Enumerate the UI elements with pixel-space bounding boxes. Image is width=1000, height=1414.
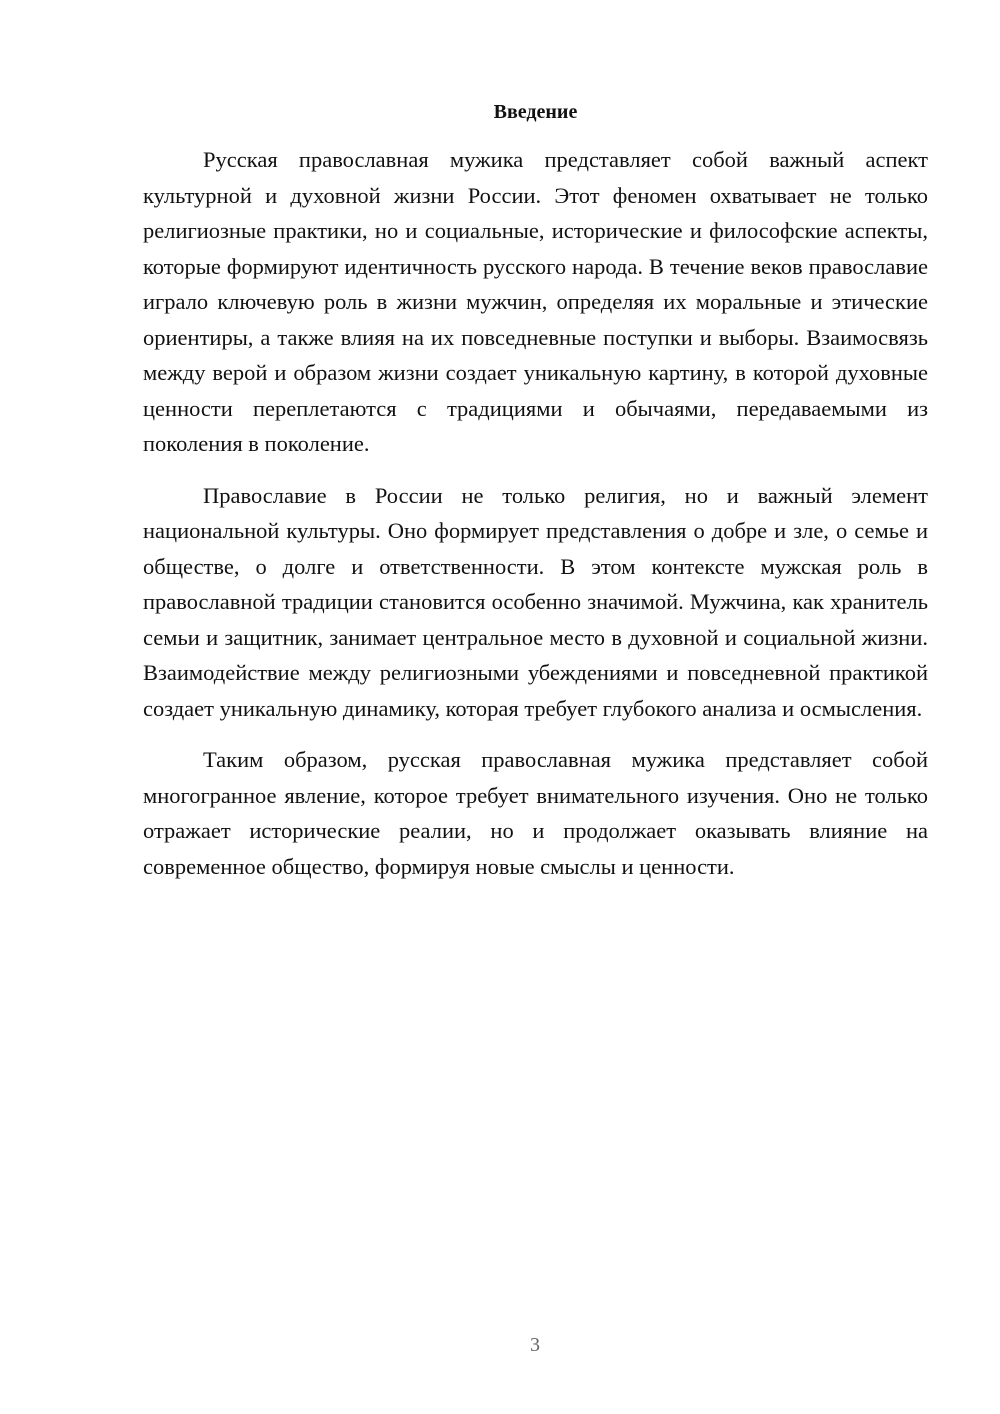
paragraph-1: Русская православная мужика представляет собой важный аспект культурной и духовной жизни России. Этот феномен охватывает не только религиозные практики, но и социальные, исторические и философские аспекты, которые формируют идентичность русского народа. В течение веков православие играло ключевую роль в жизни мужчин, определяя их моральные и этические ориентиры, а также влияя на их повседневные поступки и выборы. Взаимосвязь между верой и образом жизни создает уникальную картину, в которой духовные ценности переплетаются с традициями и обычаями, передаваемыми из поколения в поколение. [143,147,928,456]
paragraph-2: Православие в России не только религия, но и важный элемент национальной культуры. Оно формирует представления о добре и зле, о семье и обществе, о долге и ответственности. В этом контексте мужская роль в православной традиции становится особенно значимой. Мужчина, как хранитель семьи и защитник, занимает центральное место в духовной и социальной жизни. Взаимодействие между религиозными убеждениями и повседневной практикой создает уникальную динамику, которая требует глубокого анализа и осмысления. [143,482,928,721]
page-number: 3 [530,1334,540,1356]
section-heading: Введение [493,101,578,123]
body-text [143,142,928,900]
paragraph-3: Таким образом, русская православная мужика представляет собой многогранное явление, которое требует внимательного изучения. Оно не только отражает исторические реалии, но и продолжает оказывать влияние на современное общество, формируя новые смыслы и ценности. [143,747,928,879]
